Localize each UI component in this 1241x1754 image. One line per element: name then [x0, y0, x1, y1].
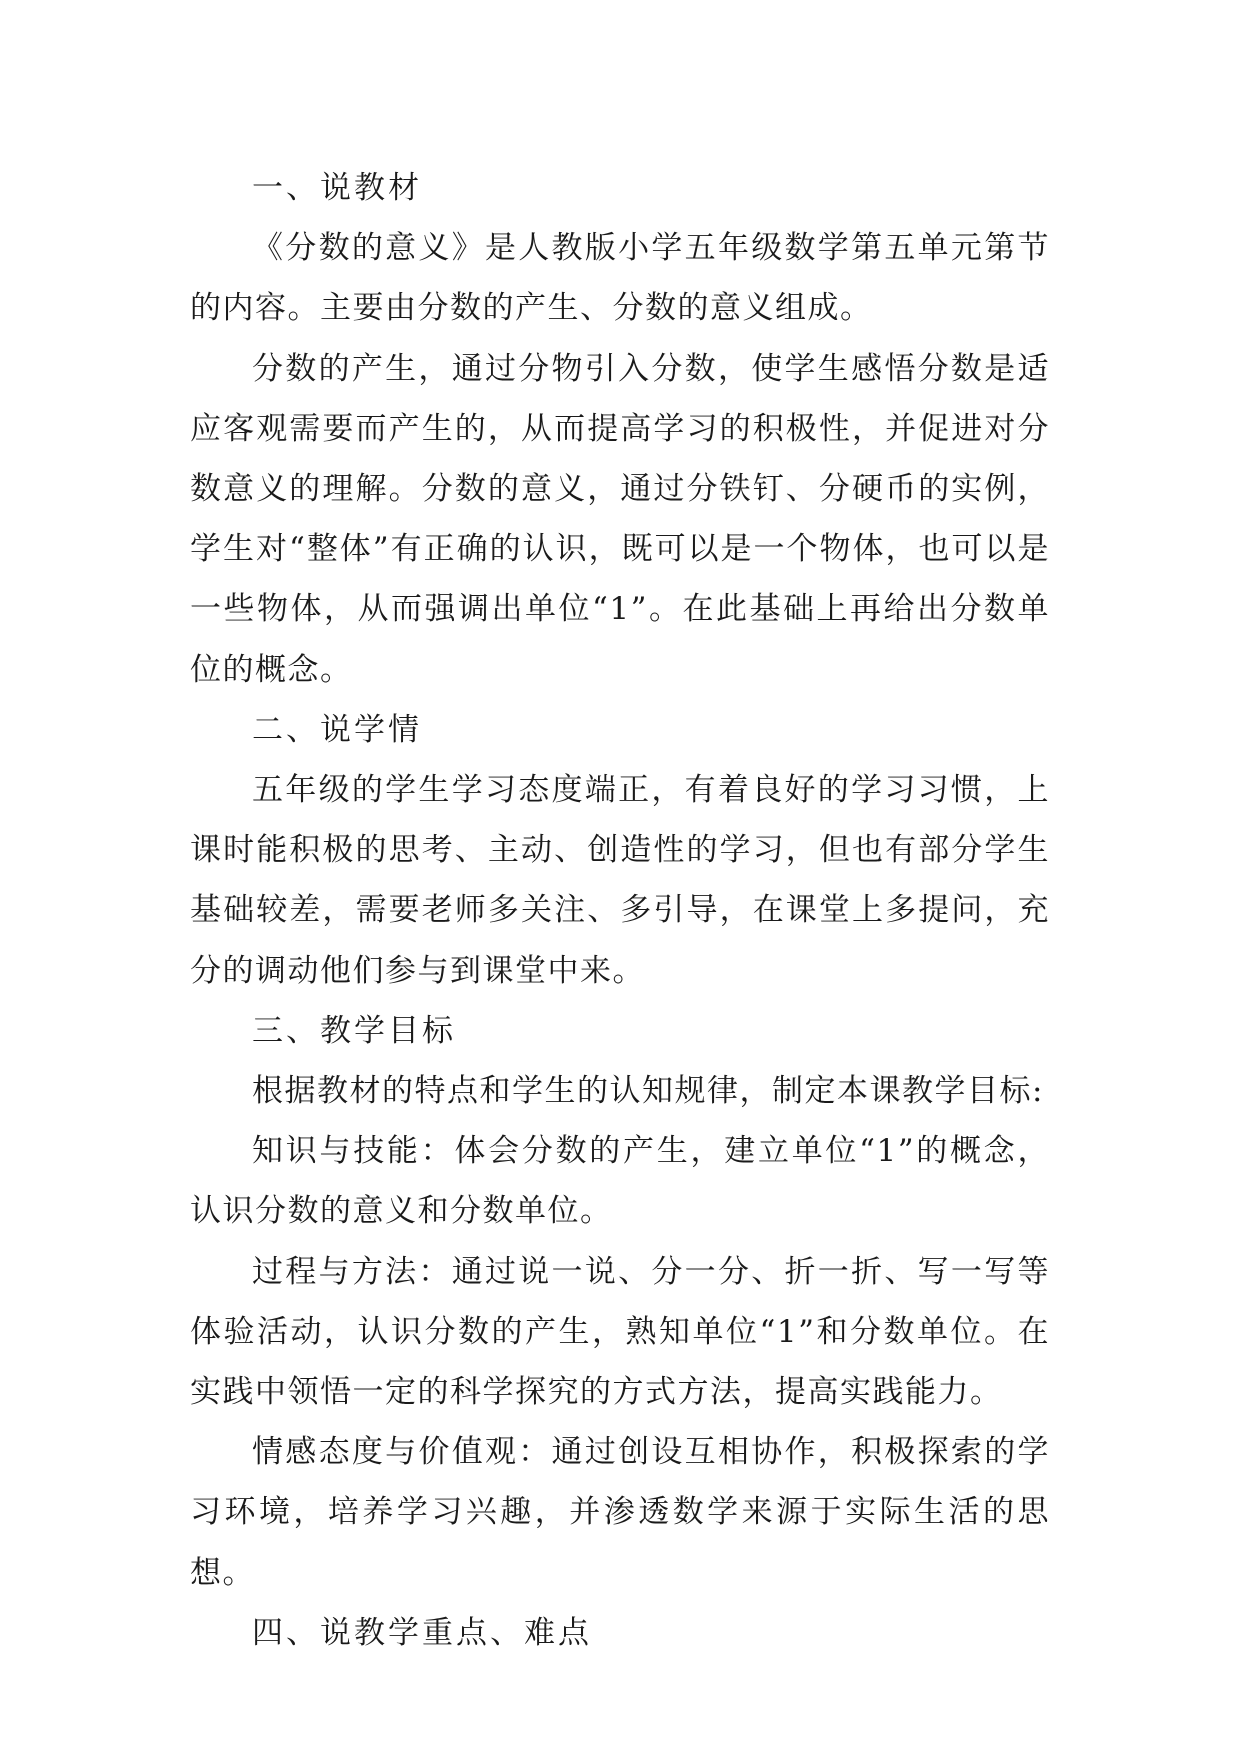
section-heading-students: 二、说学情 — [252, 711, 422, 748]
paragraph-objective-emotion: 情感态度与价值观：通过创设互相协作，积极探索的学习环境，培养学习兴趣，并渗透数学来源于实际生活的思想。 — [190, 1434, 1050, 1591]
paragraph-students: 五年级的学生学习态度端正，有着良好的学习习惯，上课时能积极的思考、主动、创造性的学习，但也有部分学生基础较差，需要老师多关注、多引导，在课堂上多提问，充分的调动他们参与到课堂中来。 — [190, 772, 1050, 989]
paragraph-objective-knowledge: 知识与技能：体会分数的产生，建立单位“1”的概念，认识分数的意义和分数单位。 — [190, 1133, 1050, 1230]
paragraph-objectives-intro: 根据教材的特点和学生的认知规律，制定本课教学目标: — [252, 1073, 1044, 1110]
section-heading-textbook: 一、说教材 — [252, 170, 422, 206]
paragraph-objective-process: 过程与方法：通过说一说、分一分、折一折、写一写等体验活动，认识分数的产生，熟知单位“1”和分数单位。在实践中领悟一定的科学探究的方式方法，提高实践能力。 — [190, 1253, 1050, 1411]
section-heading-objectives: 三、教学目标 — [252, 1012, 456, 1049]
paragraph-textbook-intro: 《分数的意义》是人教版小学五年级数学第五单元第节的内容。主要由分数的产生、分数的意义组成。 — [190, 230, 1050, 327]
document-body — [190, 158, 1050, 1663]
paragraph-textbook-detail: 分数的产生，通过分物引入分数，使学生感悟分数是适应客观需要而产生的，从而提高学习的积极性，并促进对分数意义的理解。分数的意义，通过分铁钉、分硬币的实例，学生对“整体”有正确的认识，既可以是一个物体，也可以是一些物体，从而强调出单位“1”。在此基础上再给出分数单位的概念。 — [190, 350, 1050, 688]
section-heading-key-points: 四、说教学重点、难点 — [252, 1614, 592, 1651]
